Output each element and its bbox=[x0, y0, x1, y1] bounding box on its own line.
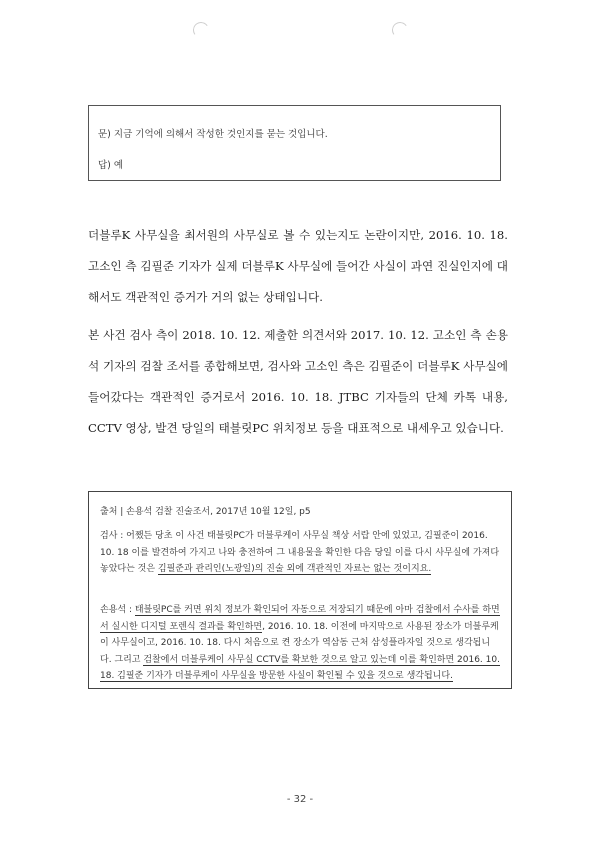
question-text: 문) 지금 기억에 의해서 작성한 것인지를 묻는 것입니다. bbox=[98, 129, 328, 140]
punch-hole-mark bbox=[391, 21, 410, 40]
prosecutor-statement bbox=[100, 528, 500, 578]
reporter-prefix: 손용석 : bbox=[100, 605, 135, 615]
punch-hole-mark bbox=[192, 21, 211, 40]
reporter-underlined-2: 검찰에서 더블루케이 사무실 CCTV를 확보한 것으로 알고 있는데 이를 확인하면 2016. 10. 18. 김필준 기자가 더블루케이 사무실을 방문한 사실이 확인될 수 있을 것으로 생각됩니다. bbox=[100, 654, 500, 682]
paragraph-2: 본 사건 검사 측이 2018. 10. 12. 제출한 의견서와 2017. 10. 12. 고소인 측 손용석 기자의 검찰 조서를 종합해보면, 검사와 고소인 측은 김필준이 더블루K 사무실에 들어갔다는 객관적인 증거로서 2016. 10. 18. JTBC 기자들의 단체 카톡 내용, CCTV 영상, 발견 당일의 태블릿PC 위치정보 등을 대표적으로 내세우고 있습니다. bbox=[88, 328, 508, 435]
paragraph-1: 더블루K 사무실을 최서원의 사무실로 볼 수 있는지도 논란이지만, 2016. 10. 18. 고소인 측 김필준 기자가 실제 더블루K 사무실에 들어간 사실이 과연 진실인지에 대해서도 객관적인 증거가 거의 없는 상태입니다. bbox=[88, 228, 508, 304]
prosecutor-underlined: 김필준과 관리인(노광일)의 진술 외에 객관적인 자료는 없는 것이지요. bbox=[157, 564, 432, 575]
quote-source: 출처 | 손용석 검찰 진술조서, 2017년 10월 12일, p5 bbox=[100, 507, 311, 517]
prosecutor-text: 검사 : 어쨌든 당초 이 사건 태블릿PC가 더블루케이 사무실 책상 서랍 안에 있었고, 김필준이 2016. 10. 18 이를 발견하여 가지고 나와 충전하여 그 내용물을 확인한 다음 당일 이를 다시 사무실에 가져다 놓았다는 것은 bbox=[100, 531, 500, 575]
reporter-underlined-1: 태블릿PC를 커면 위치 정보가 확인되어 자동으로 저장되기 때문에 아마 검찰에서 수사를 하면서 실시한 디지털 포렌식 결과를 확인하면 bbox=[100, 605, 500, 632]
reporter-statement bbox=[100, 602, 500, 685]
page-number: - 32 - bbox=[286, 794, 314, 805]
quote-box bbox=[88, 491, 512, 689]
qa-box bbox=[88, 105, 501, 181]
answer-text: 답) 예 bbox=[98, 160, 124, 171]
reporter-text: , 2016. 10. 18. 이전에 마지막으로 사용된 장소가 더블루케이 사무실이고, 2016. 10. 18. 다시 처음으로 켠 장소가 역삼동 근처 삼성플라자일 것으로 생각됩니다. 그리고 bbox=[100, 621, 499, 665]
